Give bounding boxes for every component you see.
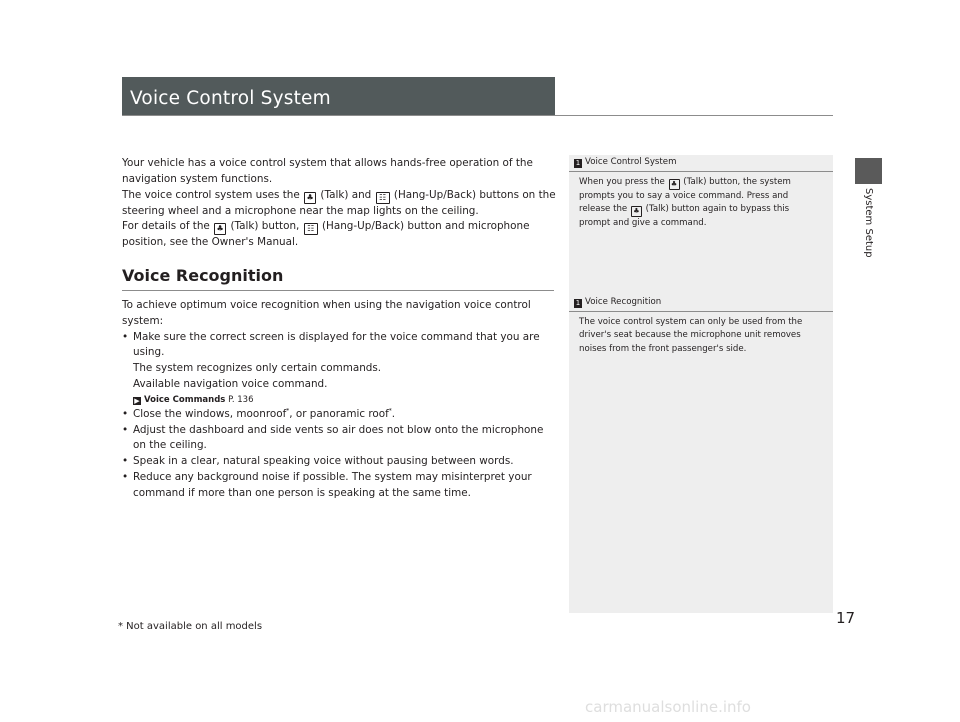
list-item: • Make sure the correct screen is displayed for the voice command that you are — [122, 330, 554, 346]
list-item: • Speak in a clear, natural speaking voice without pausing between words. — [122, 454, 554, 470]
cross-reference-link[interactable]: ▶ Voice Commands P. 136 — [134, 394, 254, 405]
hang-up-back-icon: ☷ — [304, 223, 318, 235]
note-voice-recognition: 1 Voice Recognition The voice control system can only be used from the driver's seat because the microphone unit removes noises from the front passenger's side. — [569, 296, 833, 356]
section-rule — [122, 290, 554, 291]
footnote: * Not available on all models — [118, 621, 263, 632]
list-item: • Adjust the dashboard and side vents so air does not blow onto the microphone — [122, 423, 554, 439]
talk-icon: ♣ — [631, 206, 642, 217]
talk-icon: ♣ — [669, 179, 680, 190]
watermark: carmanualsonline.info — [585, 698, 751, 716]
intro-paragraph: Your vehicle has a voice control system that allows hands-free operation of the navigation system functions. The voice control system uses the ♣ (Talk) and ☷ (Hang-Up/Back) buttons on the steering wheel and a microphone near the map lights on the ceiling. For details of the ♣ (Talk) button, ☷ (Hang-Up/Back) button and microphone position, see the Owner's Manual. — [122, 157, 556, 249]
note-voice-control-system: 1 Voice Control System When you press the ♣ (Talk) button, the system prompts you to say a voice command. Press and release the ♣ (Talk) button again to bypass this prompt and give a command. — [569, 156, 833, 231]
title-rule — [122, 115, 833, 116]
page-number: 17 — [836, 609, 856, 627]
arrow-icon: ▶ — [134, 396, 140, 405]
list-item: • Reduce any background noise if possible. The system may misinterpret your — [122, 470, 554, 486]
section-tab-marker — [855, 158, 882, 184]
list-item: • Close the windows, moonroof*, or panoramic roof*. — [122, 407, 554, 423]
section-heading: Voice Recognition — [122, 266, 284, 285]
hang-up-back-icon: ☷ — [376, 192, 390, 204]
page-title: Voice Control System — [130, 88, 331, 109]
talk-icon: ♣ — [304, 192, 316, 204]
talk-icon: ♣ — [214, 223, 226, 235]
section-tab-label: System Setup — [863, 188, 874, 258]
voice-recognition-body: To achieve optimum voice recognition when using the navigation voice control system: • Make sure the correct screen is displayed for the voice command that you are using. The system recognizes only certain commands. Available navigation voice command. ▶ Voice Commands P. 136 • Close the windows, moonroof*, or panoramic roof*. • Adjust the dashboard and side vents so air does not blow onto the microphone on the ceiling. • Speak in a clear, natural speaking voice without pausing between words. • Reduce any background noise if possible. The system may misinterpret your command if more than one person is speaking at the same time. — [122, 298, 554, 502]
